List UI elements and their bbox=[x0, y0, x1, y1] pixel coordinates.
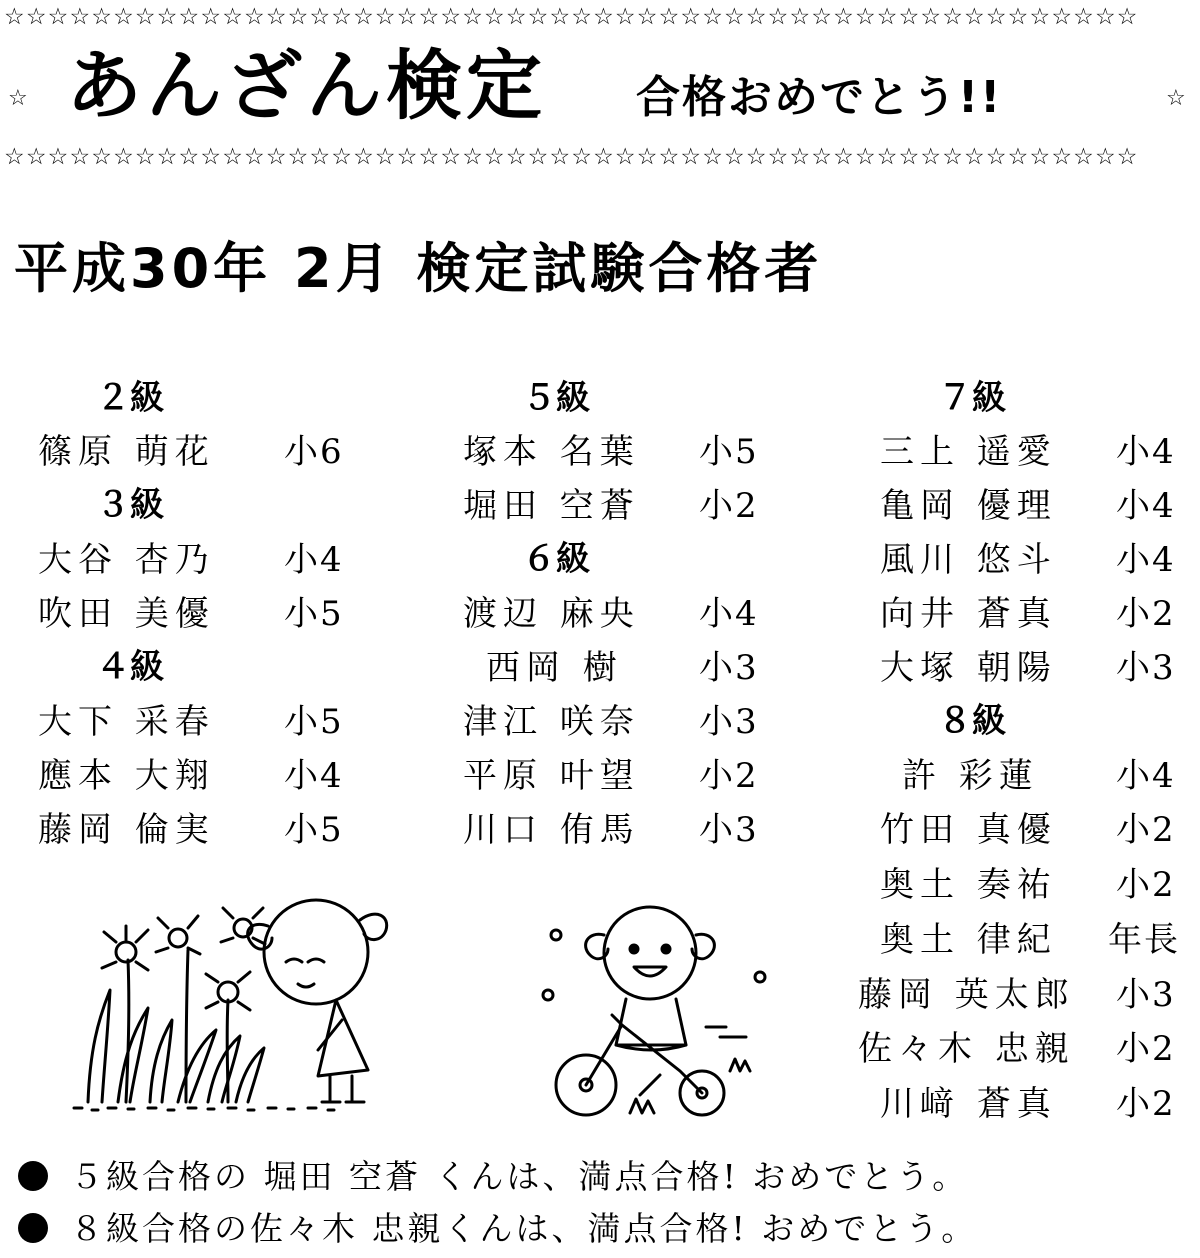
person-name: 風川 悠斗 bbox=[880, 540, 1057, 580]
person-name: 渡辺 麻央 bbox=[463, 594, 640, 634]
school-year: 小3 bbox=[1116, 648, 1176, 688]
grade-heading: ５級 bbox=[522, 378, 590, 418]
person-name: 塚本 名葉 bbox=[463, 432, 640, 472]
school-year: 小2 bbox=[1116, 1029, 1176, 1069]
person-name: 許 彩蓮 bbox=[902, 756, 1039, 796]
school-year: 小6 bbox=[284, 432, 344, 472]
girl-smelling-flowers-illustration bbox=[68, 880, 458, 1115]
school-year: 小2 bbox=[1116, 810, 1176, 850]
grade-heading: ３級 bbox=[96, 485, 164, 525]
person-name: 津江 咲奈 bbox=[463, 702, 640, 742]
school-year: 小4 bbox=[699, 594, 759, 634]
school-year: 小2 bbox=[699, 486, 759, 526]
banner-subtitle: 合格おめでとう!! bbox=[636, 72, 1003, 123]
school-year: 小4 bbox=[284, 540, 344, 580]
person-name: 西岡 樹 bbox=[486, 648, 623, 688]
person-name: 川口 侑馬 bbox=[463, 810, 640, 850]
person-name: 吹田 美優 bbox=[38, 594, 215, 634]
note-text: ８級合格の佐々木 忠親くんは、満点合格! おめでとう。 bbox=[70, 1209, 978, 1248]
school-year: 小2 bbox=[699, 756, 759, 796]
person-name: 竹田 真優 bbox=[880, 810, 1057, 850]
school-year: 小2 bbox=[1116, 865, 1176, 905]
school-year: 小3 bbox=[699, 648, 759, 688]
note-text: ５級合格の 堀田 空蒼 くんは、満点合格! おめでとう。 bbox=[70, 1157, 969, 1196]
person-name: 向井 蒼真 bbox=[880, 594, 1057, 634]
school-year: 小4 bbox=[284, 756, 344, 796]
person-name: 川﨑 蒼真 bbox=[880, 1084, 1057, 1124]
grade-heading: ２級 bbox=[96, 378, 164, 418]
person-name: 佐々木 忠親 bbox=[858, 1029, 1075, 1069]
school-year: 小4 bbox=[1116, 540, 1176, 580]
school-year: 小3 bbox=[1116, 975, 1176, 1015]
person-name: 奥土 律紀 bbox=[880, 920, 1057, 960]
school-year: 小5 bbox=[284, 702, 344, 742]
bullet-icon bbox=[18, 1213, 48, 1243]
person-name: 三上 遥愛 bbox=[880, 432, 1057, 472]
school-year: 小2 bbox=[1116, 594, 1176, 634]
person-name: 篠原 萌花 bbox=[38, 432, 215, 472]
bullet-icon bbox=[18, 1161, 48, 1191]
person-name: 堀田 空蒼 bbox=[463, 486, 640, 526]
grade-heading: ４級 bbox=[96, 647, 164, 687]
school-year: 小4 bbox=[1116, 486, 1176, 526]
person-name: 亀岡 優理 bbox=[880, 486, 1057, 526]
star-border-bottom: ☆☆☆☆☆☆☆☆☆☆☆☆☆☆☆☆☆☆☆☆☆☆☆☆☆☆☆☆☆☆☆☆☆☆☆☆☆☆☆☆☆☆☆☆☆☆☆☆☆☆☆☆ bbox=[4, 146, 1139, 169]
person-name: 大谷 杏乃 bbox=[38, 540, 215, 580]
note-item bbox=[18, 1209, 978, 1248]
grade-heading: ７級 bbox=[938, 378, 1006, 418]
school-year: 小5 bbox=[284, 594, 344, 634]
school-year: 小2 bbox=[1116, 1084, 1176, 1124]
page-heading: 平成30年 2月 検定試験合格者 bbox=[14, 237, 823, 300]
person-name: 應本 大翔 bbox=[38, 756, 215, 796]
grade-heading: ８級 bbox=[938, 701, 1006, 741]
person-name: 平原 叶望 bbox=[463, 756, 640, 796]
girl-on-tricycle-illustration bbox=[530, 895, 780, 1125]
person-name: 藤岡 倫実 bbox=[38, 810, 215, 850]
person-name: 大下 采春 bbox=[38, 702, 215, 742]
note-item bbox=[18, 1157, 969, 1196]
person-name: 奥土 奏祐 bbox=[880, 865, 1057, 905]
person-name: 大塚 朝陽 bbox=[880, 648, 1057, 688]
grade-heading: ６級 bbox=[522, 539, 590, 579]
school-year: 小3 bbox=[699, 702, 759, 742]
school-year: 小4 bbox=[1116, 756, 1176, 796]
banner-title: あんざん検定 bbox=[66, 41, 546, 130]
school-year: 小5 bbox=[699, 432, 759, 472]
school-year: 小4 bbox=[1116, 432, 1176, 472]
star-icon: ☆ bbox=[1166, 86, 1186, 111]
school-year: 小3 bbox=[699, 810, 759, 850]
school-year: 年長 bbox=[1108, 920, 1180, 960]
star-icon: ☆ bbox=[8, 86, 28, 111]
person-name: 藤岡 英太郎 bbox=[858, 975, 1075, 1015]
school-year: 小5 bbox=[284, 810, 344, 850]
star-border-top: ☆☆☆☆☆☆☆☆☆☆☆☆☆☆☆☆☆☆☆☆☆☆☆☆☆☆☆☆☆☆☆☆☆☆☆☆☆☆☆☆☆☆☆☆☆☆☆☆☆☆☆☆ bbox=[4, 6, 1139, 29]
